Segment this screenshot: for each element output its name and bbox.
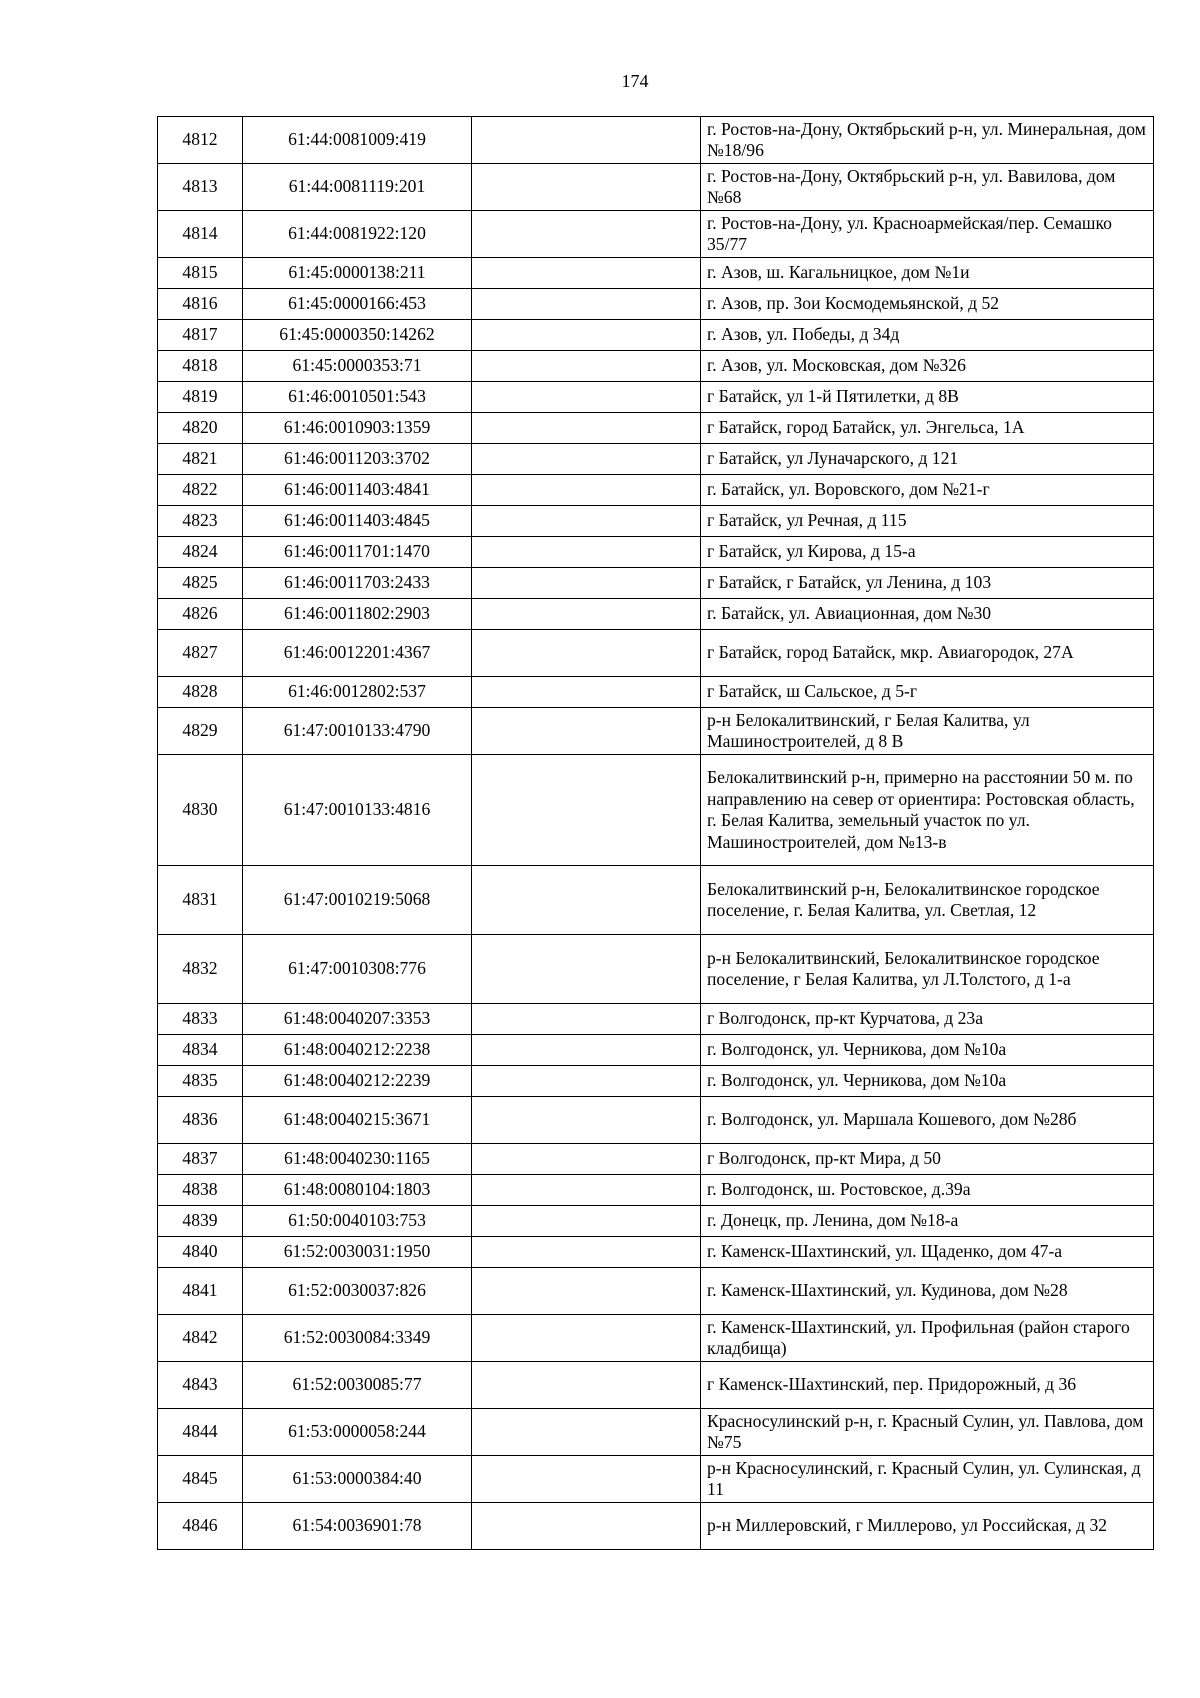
cadastral-number: 61:45:0000138:211	[243, 258, 472, 289]
row-number: 4830	[158, 755, 243, 866]
address: г. Азов, ул. Московская, дом №326	[701, 351, 1154, 382]
empty-cell	[472, 1362, 701, 1409]
empty-cell	[472, 630, 701, 677]
row-number: 4829	[158, 708, 243, 755]
address: Белокалитвинский р-н, Белокалитвинское городское поселение, г. Белая Калитва, ул. Светлая, 12	[701, 866, 1154, 935]
table-row	[158, 1409, 1154, 1456]
table-row	[158, 599, 1154, 630]
cadastral-number: 61:50:0040103:753	[243, 1206, 472, 1237]
cadastral-number: 61:45:0000166:453	[243, 289, 472, 320]
row-number: 4844	[158, 1409, 243, 1456]
cadastral-number: 61:47:0010219:5068	[243, 866, 472, 935]
table-row	[158, 1097, 1154, 1144]
cadastral-number: 61:47:0010133:4790	[243, 708, 472, 755]
row-number: 4824	[158, 537, 243, 568]
address: г. Ростов-на-Дону, Октябрьский р-н, ул. Вавилова, дом №68	[701, 164, 1154, 211]
table-row	[158, 320, 1154, 351]
empty-cell	[472, 413, 701, 444]
table-row	[158, 413, 1154, 444]
cadastral-number: 61:48:0040215:3671	[243, 1097, 472, 1144]
address: г. Батайск, ул. Авиационная, дом №30	[701, 599, 1154, 630]
address: г. Каменск-Шахтинский, ул. Кудинова, дом №28	[701, 1268, 1154, 1315]
row-number: 4813	[158, 164, 243, 211]
cadastral-number: 61:45:0000350:14262	[243, 320, 472, 351]
row-number: 4826	[158, 599, 243, 630]
address: г. Волгодонск, ул. Черникова, дом №10а	[701, 1066, 1154, 1097]
table-row	[158, 568, 1154, 599]
row-number: 4841	[158, 1268, 243, 1315]
row-number: 4846	[158, 1503, 243, 1550]
row-number: 4833	[158, 1004, 243, 1035]
cadastral-number: 61:46:0011802:2903	[243, 599, 472, 630]
address: г. Азов, ш. Кагальницкое, дом №1и	[701, 258, 1154, 289]
address: г Батайск, город Батайск, ул. Энгельса, 1А	[701, 413, 1154, 444]
cadastral-number: 61:48:0080104:1803	[243, 1175, 472, 1206]
empty-cell	[472, 1206, 701, 1237]
cadastral-number: 61:46:0011403:4841	[243, 475, 472, 506]
cadastral-number: 61:52:0030084:3349	[243, 1315, 472, 1362]
row-number: 4822	[158, 475, 243, 506]
empty-cell	[472, 1456, 701, 1503]
cadastral-number: 61:46:0011701:1470	[243, 537, 472, 568]
empty-cell	[472, 117, 701, 164]
empty-cell	[472, 537, 701, 568]
address: р-н Белокалитвинский, Белокалитвинское городское поселение, г Белая Калитва, ул Л.Толстого, д 1-а	[701, 935, 1154, 1004]
address: г Каменск-Шахтинский, пер. Придорожный, д 36	[701, 1362, 1154, 1409]
table-row	[158, 382, 1154, 413]
row-number: 4845	[158, 1456, 243, 1503]
address: г. Каменск-Шахтинский, ул. Щаденко, дом 47-а	[701, 1237, 1154, 1268]
cadastral-number: 61:48:0040207:3353	[243, 1004, 472, 1035]
row-number: 4828	[158, 677, 243, 708]
row-number: 4821	[158, 444, 243, 475]
table-row	[158, 289, 1154, 320]
table-row	[158, 1268, 1154, 1315]
page-number: 174	[621, 71, 649, 91]
row-number: 4843	[158, 1362, 243, 1409]
row-number: 4834	[158, 1035, 243, 1066]
cadastral-number: 61:47:0010308:776	[243, 935, 472, 1004]
table-row	[158, 755, 1154, 866]
cadastral-number: 61:52:0030037:826	[243, 1268, 472, 1315]
table-row	[158, 1315, 1154, 1362]
address: г Батайск, ул Луначарского, д 121	[701, 444, 1154, 475]
cadastral-number: 61:53:0000058:244	[243, 1409, 472, 1456]
table-row	[158, 1004, 1154, 1035]
table-row	[158, 1503, 1154, 1550]
table-row	[158, 1175, 1154, 1206]
address: г. Каменск-Шахтинский, ул. Профильная (район старого кладбища)	[701, 1315, 1154, 1362]
row-number: 4816	[158, 289, 243, 320]
cadastral-number: 61:52:0030085:77	[243, 1362, 472, 1409]
empty-cell	[472, 1503, 701, 1550]
row-number: 4831	[158, 866, 243, 935]
row-number: 4832	[158, 935, 243, 1004]
row-number: 4838	[158, 1175, 243, 1206]
table-row	[158, 164, 1154, 211]
empty-cell	[472, 1144, 701, 1175]
address: г. Волгодонск, ул. Черникова, дом №10а	[701, 1035, 1154, 1066]
empty-cell	[472, 568, 701, 599]
empty-cell	[472, 1268, 701, 1315]
empty-cell	[472, 1315, 701, 1362]
address: г Батайск, ул Кирова, д 15-а	[701, 537, 1154, 568]
table-row	[158, 351, 1154, 382]
empty-cell	[472, 320, 701, 351]
table-row	[158, 630, 1154, 677]
empty-cell	[472, 866, 701, 935]
cadastral-number: 61:46:0011403:4845	[243, 506, 472, 537]
row-number: 4835	[158, 1066, 243, 1097]
table-row	[158, 258, 1154, 289]
empty-cell	[472, 211, 701, 258]
empty-cell	[472, 1175, 701, 1206]
cadastral-number: 61:45:0000353:71	[243, 351, 472, 382]
row-number: 4818	[158, 351, 243, 382]
row-number: 4839	[158, 1206, 243, 1237]
empty-cell	[472, 1066, 701, 1097]
cadastral-number: 61:46:0011203:3702	[243, 444, 472, 475]
table-row	[158, 1035, 1154, 1066]
row-number: 4837	[158, 1144, 243, 1175]
empty-cell	[472, 708, 701, 755]
address: г Батайск, ш Сальское, д 5-г	[701, 677, 1154, 708]
cadastral-number: 61:44:0081009:419	[243, 117, 472, 164]
cadastral-number: 61:46:0011703:2433	[243, 568, 472, 599]
table-row	[158, 1456, 1154, 1503]
row-number: 4842	[158, 1315, 243, 1362]
address: г. Волгодонск, ш. Ростовское, д.39а	[701, 1175, 1154, 1206]
registry-body	[158, 117, 1154, 1550]
address: р-н Белокалитвинский, г Белая Калитва, ул Машиностроителей, д 8 В	[701, 708, 1154, 755]
address: г. Ростов-на-Дону, ул. Красноармейская/пер. Семашко 35/77	[701, 211, 1154, 258]
empty-cell	[472, 164, 701, 211]
table-row	[158, 537, 1154, 568]
table-row	[158, 708, 1154, 755]
empty-cell	[472, 289, 701, 320]
address: р-н Красносулинский, г. Красный Сулин, ул. Сулинская, д 11	[701, 1456, 1154, 1503]
address: г. Ростов-на-Дону, Октябрьский р-н, ул. Минеральная, дом №18/96	[701, 117, 1154, 164]
row-number: 4812	[158, 117, 243, 164]
empty-cell	[472, 599, 701, 630]
address: г Батайск, ул 1-й Пятилетки, д 8В	[701, 382, 1154, 413]
table-row	[158, 444, 1154, 475]
empty-cell	[472, 258, 701, 289]
empty-cell	[472, 1004, 701, 1035]
address: г. Батайск, ул. Воровского, дом №21-г	[701, 475, 1154, 506]
row-number: 4836	[158, 1097, 243, 1144]
empty-cell	[472, 1097, 701, 1144]
cadastral-number: 61:48:0040212:2239	[243, 1066, 472, 1097]
empty-cell	[472, 1035, 701, 1066]
table-row	[158, 1206, 1154, 1237]
address: г Батайск, ул Речная, д 115	[701, 506, 1154, 537]
table-row	[158, 677, 1154, 708]
empty-cell	[472, 382, 701, 413]
address: г Батайск, город Батайск, мкр. Авиагородок, 27А	[701, 630, 1154, 677]
table-row	[158, 1237, 1154, 1268]
row-number: 4825	[158, 568, 243, 599]
row-number: 4815	[158, 258, 243, 289]
empty-cell	[472, 677, 701, 708]
empty-cell	[472, 1409, 701, 1456]
cadastral-number: 61:54:0036901:78	[243, 1503, 472, 1550]
address: г Батайск, г Батайск, ул Ленина, д 103	[701, 568, 1154, 599]
table-row	[158, 866, 1154, 935]
row-number: 4823	[158, 506, 243, 537]
address: р-н Миллеровский, г Миллерово, ул Российская, д 32	[701, 1503, 1154, 1550]
cadastral-number: 61:44:0081119:201	[243, 164, 472, 211]
address: г. Донецк, пр. Ленина, дом №18-а	[701, 1206, 1154, 1237]
cadastral-number: 61:52:0030031:1950	[243, 1237, 472, 1268]
row-number: 4840	[158, 1237, 243, 1268]
empty-cell	[472, 506, 701, 537]
address: г. Азов, пр. Зои Космодемьянской, д 52	[701, 289, 1154, 320]
table-row	[158, 475, 1154, 506]
empty-cell	[472, 351, 701, 382]
cadastral-number: 61:46:0010501:543	[243, 382, 472, 413]
table-row	[158, 1362, 1154, 1409]
table-row	[158, 211, 1154, 258]
row-number: 4814	[158, 211, 243, 258]
cadastral-number: 61:46:0010903:1359	[243, 413, 472, 444]
table-row	[158, 506, 1154, 537]
property-registry-table	[157, 116, 1154, 1550]
cadastral-number: 61:48:0040212:2238	[243, 1035, 472, 1066]
cadastral-number: 61:53:0000384:40	[243, 1456, 472, 1503]
empty-cell	[472, 935, 701, 1004]
cadastral-number: 61:46:0012201:4367	[243, 630, 472, 677]
cadastral-number: 61:46:0012802:537	[243, 677, 472, 708]
empty-cell	[472, 755, 701, 866]
address: г Волгодонск, пр-кт Курчатова, д 23а	[701, 1004, 1154, 1035]
address: г. Азов, ул. Победы, д 34д	[701, 320, 1154, 351]
table-row	[158, 1066, 1154, 1097]
address: Белокалитвинский р-н, примерно на расстоянии 50 м. по направлению на север от ориентира: Ростовская область, г. Белая Калитва, земельный участок по ул. Машиностроителей, дом №13-в	[701, 755, 1154, 866]
empty-cell	[472, 475, 701, 506]
row-number: 4819	[158, 382, 243, 413]
table-row	[158, 1144, 1154, 1175]
empty-cell	[472, 444, 701, 475]
cadastral-number: 61:48:0040230:1165	[243, 1144, 472, 1175]
row-number: 4817	[158, 320, 243, 351]
row-number: 4820	[158, 413, 243, 444]
address: Красносулинский р-н, г. Красный Сулин, ул. Павлова, дом №75	[701, 1409, 1154, 1456]
empty-cell	[472, 1237, 701, 1268]
table-row	[158, 935, 1154, 1004]
table-row	[158, 117, 1154, 164]
address: г Волгодонск, пр-кт Мира, д 50	[701, 1144, 1154, 1175]
address: г. Волгодонск, ул. Маршала Кошевого, дом №28б	[701, 1097, 1154, 1144]
row-number: 4827	[158, 630, 243, 677]
cadastral-number: 61:47:0010133:4816	[243, 755, 472, 866]
cadastral-number: 61:44:0081922:120	[243, 211, 472, 258]
